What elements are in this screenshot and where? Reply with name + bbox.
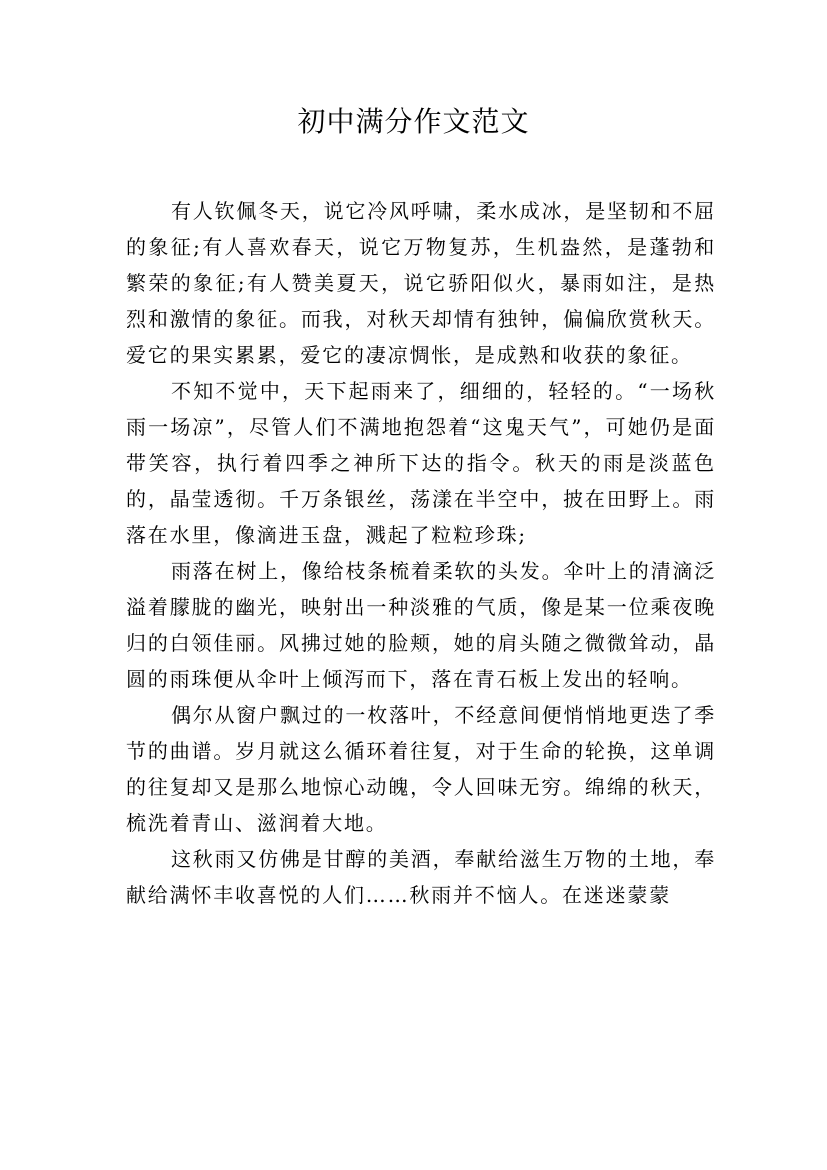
document-title: 初中满分作文范文 — [297, 105, 530, 138]
paragraph-1: 有人钦佩冬天，说它冷风呼啸，柔水成冰，是坚韧和不屈的象征;有人喜欢春天，说它万物复苏，生机盎然，是蓬勃和繁荣的象征;有人赞美夏天，说它骄阳似火，暴雨如注，是热烈和激情的象征。而我，对秋天却情有独钟，偏偏欣赏秋天。爱它的果实累累，爱它的凄凉惆怅，是成熟和收获的象征。 — [126, 199, 716, 367]
paragraph-4: 偶尔从窗户飘过的一枚落叶，不经意间便悄悄地更迭了季节的曲谱。岁月就这么循环着往复，对于生命的轮换，这单调的往复却又是那么地惊心动魄，令人回味无穷。绵绵的秋天，梳洗着青山、滋润着大地。 — [126, 703, 716, 835]
paragraph-5: 这秋雨又仿佛是甘醇的美酒，奉献给滋生万物的土地，奉献给满怀丰收喜悦的人们……秋雨并不恼人。在迷迷蒙蒙 — [126, 847, 716, 907]
paragraph-3: 雨落在树上，像给枝条梳着柔软的头发。伞叶上的清滴泛溢着朦胧的幽光，映射出一种淡雅的气质，像是某一位乘夜晚归的白领佳丽。风拂过她的脸颊，她的肩头随之微微耸动，晶圆的雨珠便从伞叶上倾泻而下，落在青石板上发出的轻响。 — [126, 559, 716, 691]
document-body — [126, 193, 716, 913]
paragraph-2: 不知不觉中，天下起雨来了，细细的，轻轻的。“一场秋雨一场凉”，尽管人们不满地抱怨着“这鬼天气”，可她仍是面带笑容，执行着四季之神所下达的指令。秋天的雨是淡蓝色的，晶莹透彻。千万条银丝，荡漾在半空中，披在田野上。雨落在水里，像滴进玉盘，溅起了粒粒珍珠; — [126, 379, 716, 547]
